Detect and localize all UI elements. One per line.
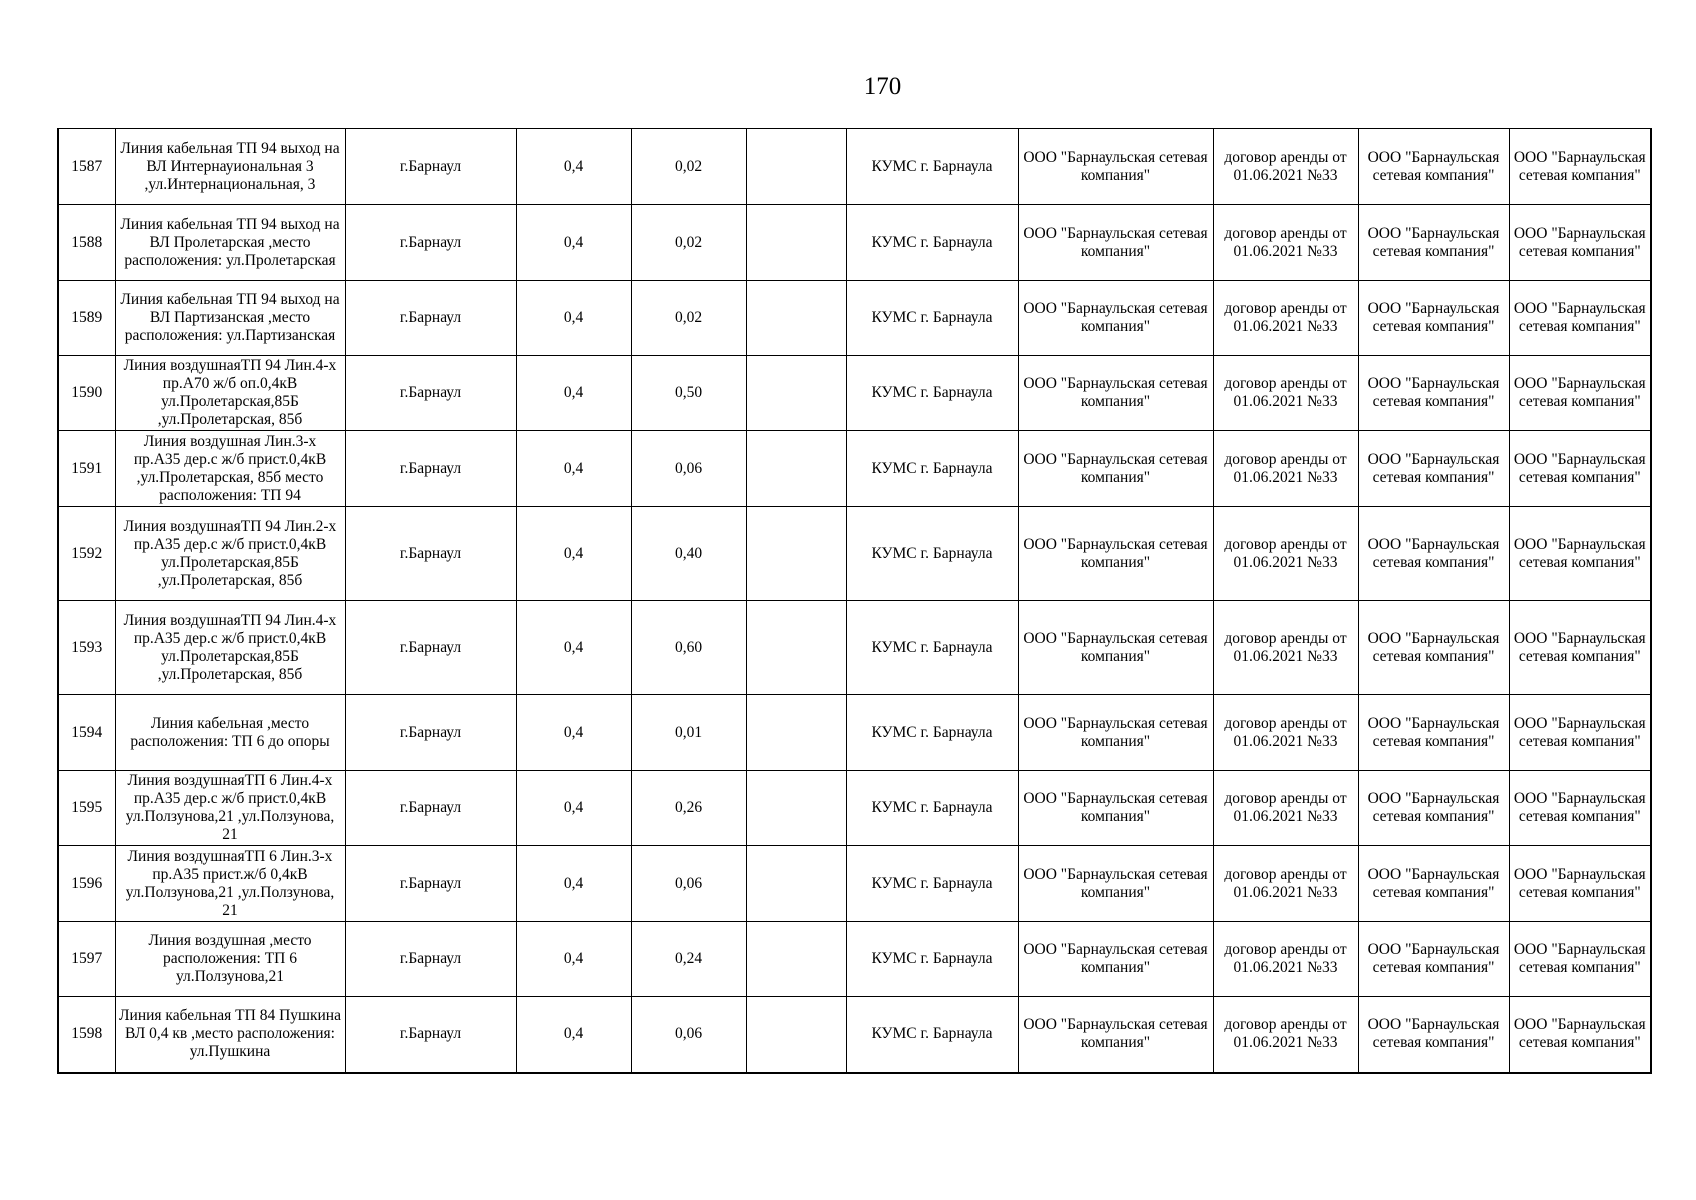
basis-cell: договор аренды от 01.06.2021 №33 [1213, 356, 1358, 431]
registry-table [57, 128, 1652, 1074]
holder-cell: ООО "Барнаульская сетевая компания" [1018, 431, 1213, 507]
table-row [58, 507, 1651, 601]
line-name-cell: Линия кабельная ТП 94 выход на ВЛ Интернауиональная 3 ,ул.Интернациональная, 3 [115, 129, 345, 205]
user-cell: ООО "Барнаульская сетевая компания" [1509, 695, 1651, 771]
operator-cell: ООО "Барнаульская сетевая компания" [1358, 205, 1509, 281]
user-cell: ООО "Барнаульская сетевая компания" [1509, 507, 1651, 601]
voltage-cell: 0,4 [516, 922, 631, 997]
voltage-cell: 0,4 [516, 129, 631, 205]
voltage-cell: 0,4 [516, 601, 631, 695]
row-number-cell: 1597 [58, 922, 115, 997]
voltage-cell: 0,4 [516, 356, 631, 431]
holder-cell: ООО "Барнаульская сетевая компания" [1018, 771, 1213, 846]
basis-cell: договор аренды от 01.06.2021 №33 [1213, 601, 1358, 695]
extra-cell-cell [746, 846, 846, 922]
table-row [58, 771, 1651, 846]
operator-cell: ООО "Барнаульская сетевая компания" [1358, 129, 1509, 205]
line-name-cell: Линия воздушнаяТП 6 Лин.4-х пр.А35 дер.с ж/б прист.0,4кВ ул.Ползунова,21 ,ул.Ползунова, 21 [115, 771, 345, 846]
operator-cell: ООО "Барнаульская сетевая компания" [1358, 281, 1509, 356]
table-row [58, 922, 1651, 997]
user-cell: ООО "Барнаульская сетевая компания" [1509, 205, 1651, 281]
operator-cell: ООО "Барнаульская сетевая компания" [1358, 507, 1509, 601]
city-cell: г.Барнаул [345, 129, 516, 205]
length-cell: 0,24 [631, 922, 746, 997]
owner-cell: КУМС г. Барнаула [846, 771, 1018, 846]
extra-cell-cell [746, 997, 846, 1073]
basis-cell: договор аренды от 01.06.2021 №33 [1213, 507, 1358, 601]
line-name-cell: Линия воздушная Лин.3-х пр.А35 дер.с ж/б прист.0,4кВ ,ул.Пролетарская, 85б место расположения: ТП 94 [115, 431, 345, 507]
line-name-cell: Линия кабельная ,место расположения: ТП 6 до опоры [115, 695, 345, 771]
owner-cell: КУМС г. Барнаула [846, 601, 1018, 695]
extra-cell-cell [746, 601, 846, 695]
registry-table-body [58, 129, 1651, 1073]
length-cell: 0,06 [631, 846, 746, 922]
operator-cell: ООО "Барнаульская сетевая компания" [1358, 431, 1509, 507]
holder-cell: ООО "Барнаульская сетевая компания" [1018, 846, 1213, 922]
holder-cell: ООО "Барнаульская сетевая компания" [1018, 129, 1213, 205]
row-number-cell: 1590 [58, 356, 115, 431]
length-cell: 0,50 [631, 356, 746, 431]
extra-cell-cell [746, 431, 846, 507]
line-name-cell: Линия воздушнаяТП 6 Лин.3-х пр.А35 прист.ж/б 0,4кВ ул.Ползунова,21 ,ул.Ползунова, 21 [115, 846, 345, 922]
row-number-cell: 1587 [58, 129, 115, 205]
line-name-cell: Линия воздушнаяТП 94 Лин.2-х пр.А35 дер.с ж/б прист.0,4кВ ул.Пролетарская,85Б ,ул.Пролетарская, 85б [115, 507, 345, 601]
user-cell: ООО "Барнаульская сетевая компания" [1509, 601, 1651, 695]
basis-cell: договор аренды от 01.06.2021 №33 [1213, 205, 1358, 281]
city-cell: г.Барнаул [345, 507, 516, 601]
voltage-cell: 0,4 [516, 281, 631, 356]
basis-cell: договор аренды от 01.06.2021 №33 [1213, 771, 1358, 846]
city-cell: г.Барнаул [345, 922, 516, 997]
row-number-cell: 1594 [58, 695, 115, 771]
length-cell: 0,02 [631, 281, 746, 356]
holder-cell: ООО "Барнаульская сетевая компания" [1018, 695, 1213, 771]
user-cell: ООО "Барнаульская сетевая компания" [1509, 129, 1651, 205]
basis-cell: договор аренды от 01.06.2021 №33 [1213, 922, 1358, 997]
table-row [58, 356, 1651, 431]
voltage-cell: 0,4 [516, 846, 631, 922]
user-cell: ООО "Барнаульская сетевая компания" [1509, 281, 1651, 356]
owner-cell: КУМС г. Барнаула [846, 431, 1018, 507]
extra-cell-cell [746, 356, 846, 431]
row-number-cell: 1596 [58, 846, 115, 922]
user-cell: ООО "Барнаульская сетевая компания" [1509, 997, 1651, 1073]
table-row [58, 601, 1651, 695]
holder-cell: ООО "Барнаульская сетевая компания" [1018, 356, 1213, 431]
length-cell: 0,60 [631, 601, 746, 695]
extra-cell-cell [746, 695, 846, 771]
row-number-cell: 1593 [58, 601, 115, 695]
city-cell: г.Барнаул [345, 356, 516, 431]
table-row [58, 281, 1651, 356]
city-cell: г.Барнаул [345, 281, 516, 356]
length-cell: 0,26 [631, 771, 746, 846]
length-cell: 0,40 [631, 507, 746, 601]
basis-cell: договор аренды от 01.06.2021 №33 [1213, 997, 1358, 1073]
holder-cell: ООО "Барнаульская сетевая компания" [1018, 507, 1213, 601]
extra-cell-cell [746, 507, 846, 601]
holder-cell: ООО "Барнаульская сетевая компания" [1018, 922, 1213, 997]
row-number-cell: 1589 [58, 281, 115, 356]
holder-cell: ООО "Барнаульская сетевая компания" [1018, 205, 1213, 281]
row-number-cell: 1588 [58, 205, 115, 281]
row-number-cell: 1598 [58, 997, 115, 1073]
city-cell: г.Барнаул [345, 695, 516, 771]
operator-cell: ООО "Барнаульская сетевая компания" [1358, 846, 1509, 922]
line-name-cell: Линия воздушнаяТП 94 Лин.4-х пр.А35 дер.с ж/б прист.0,4кВ ул.Пролетарская,85Б ,ул.Пролетарская, 85б [115, 601, 345, 695]
operator-cell: ООО "Барнаульская сетевая компания" [1358, 922, 1509, 997]
holder-cell: ООО "Барнаульская сетевая компания" [1018, 601, 1213, 695]
length-cell: 0,06 [631, 997, 746, 1073]
row-number-cell: 1591 [58, 431, 115, 507]
operator-cell: ООО "Барнаульская сетевая компания" [1358, 997, 1509, 1073]
operator-cell: ООО "Барнаульская сетевая компания" [1358, 771, 1509, 846]
basis-cell: договор аренды от 01.06.2021 №33 [1213, 129, 1358, 205]
length-cell: 0,02 [631, 129, 746, 205]
table-row [58, 205, 1651, 281]
voltage-cell: 0,4 [516, 205, 631, 281]
user-cell: ООО "Барнаульская сетевая компания" [1509, 922, 1651, 997]
table-row [58, 695, 1651, 771]
city-cell: г.Барнаул [345, 431, 516, 507]
basis-cell: договор аренды от 01.06.2021 №33 [1213, 695, 1358, 771]
length-cell: 0,06 [631, 431, 746, 507]
voltage-cell: 0,4 [516, 771, 631, 846]
line-name-cell: Линия кабельная ТП 84 Пушкина ВЛ 0,4 кв ,место расположения: ул.Пушкина [115, 997, 345, 1073]
user-cell: ООО "Барнаульская сетевая компания" [1509, 356, 1651, 431]
basis-cell: договор аренды от 01.06.2021 №33 [1213, 431, 1358, 507]
basis-cell: договор аренды от 01.06.2021 №33 [1213, 281, 1358, 356]
city-cell: г.Барнаул [345, 205, 516, 281]
extra-cell-cell [746, 922, 846, 997]
holder-cell: ООО "Барнаульская сетевая компания" [1018, 281, 1213, 356]
user-cell: ООО "Барнаульская сетевая компания" [1509, 846, 1651, 922]
city-cell: г.Барнаул [345, 601, 516, 695]
voltage-cell: 0,4 [516, 695, 631, 771]
page-number: 170 [863, 73, 902, 100]
voltage-cell: 0,4 [516, 507, 631, 601]
operator-cell: ООО "Барнаульская сетевая компания" [1358, 601, 1509, 695]
operator-cell: ООО "Барнаульская сетевая компания" [1358, 695, 1509, 771]
voltage-cell: 0,4 [516, 997, 631, 1073]
user-cell: ООО "Барнаульская сетевая компания" [1509, 431, 1651, 507]
city-cell: г.Барнаул [345, 997, 516, 1073]
extra-cell-cell [746, 129, 846, 205]
owner-cell: КУМС г. Барнаула [846, 507, 1018, 601]
voltage-cell: 0,4 [516, 431, 631, 507]
holder-cell: ООО "Барнаульская сетевая компания" [1018, 997, 1213, 1073]
table-row [58, 431, 1651, 507]
line-name-cell: Линия кабельная ТП 94 выход на ВЛ Пролетарская ,место расположения: ул.Пролетарская [115, 205, 345, 281]
owner-cell: КУМС г. Барнаула [846, 205, 1018, 281]
length-cell: 0,02 [631, 205, 746, 281]
operator-cell: ООО "Барнаульская сетевая компания" [1358, 356, 1509, 431]
line-name-cell: Линия кабельная ТП 94 выход на ВЛ Партизанская ,место расположения: ул.Партизанская [115, 281, 345, 356]
owner-cell: КУМС г. Барнаула [846, 356, 1018, 431]
city-cell: г.Барнаул [345, 771, 516, 846]
extra-cell-cell [746, 281, 846, 356]
owner-cell: КУМС г. Барнаула [846, 997, 1018, 1073]
table-row [58, 997, 1651, 1073]
extra-cell-cell [746, 771, 846, 846]
row-number-cell: 1592 [58, 507, 115, 601]
table-row [58, 129, 1651, 205]
owner-cell: КУМС г. Барнаула [846, 281, 1018, 356]
owner-cell: КУМС г. Барнаула [846, 129, 1018, 205]
length-cell: 0,01 [631, 695, 746, 771]
line-name-cell: Линия воздушная ,место расположения: ТП 6 ул.Ползунова,21 [115, 922, 345, 997]
row-number-cell: 1595 [58, 771, 115, 846]
table-row [58, 846, 1651, 922]
line-name-cell: Линия воздушнаяТП 94 Лин.4-х пр.А70 ж/б оп.0,4кВ ул.Пролетарская,85Б ,ул.Пролетарская, 85б [115, 356, 345, 431]
owner-cell: КУМС г. Барнаула [846, 922, 1018, 997]
owner-cell: КУМС г. Барнаула [846, 695, 1018, 771]
owner-cell: КУМС г. Барнаула [846, 846, 1018, 922]
user-cell: ООО "Барнаульская сетевая компания" [1509, 771, 1651, 846]
extra-cell-cell [746, 205, 846, 281]
city-cell: г.Барнаул [345, 846, 516, 922]
basis-cell: договор аренды от 01.06.2021 №33 [1213, 846, 1358, 922]
